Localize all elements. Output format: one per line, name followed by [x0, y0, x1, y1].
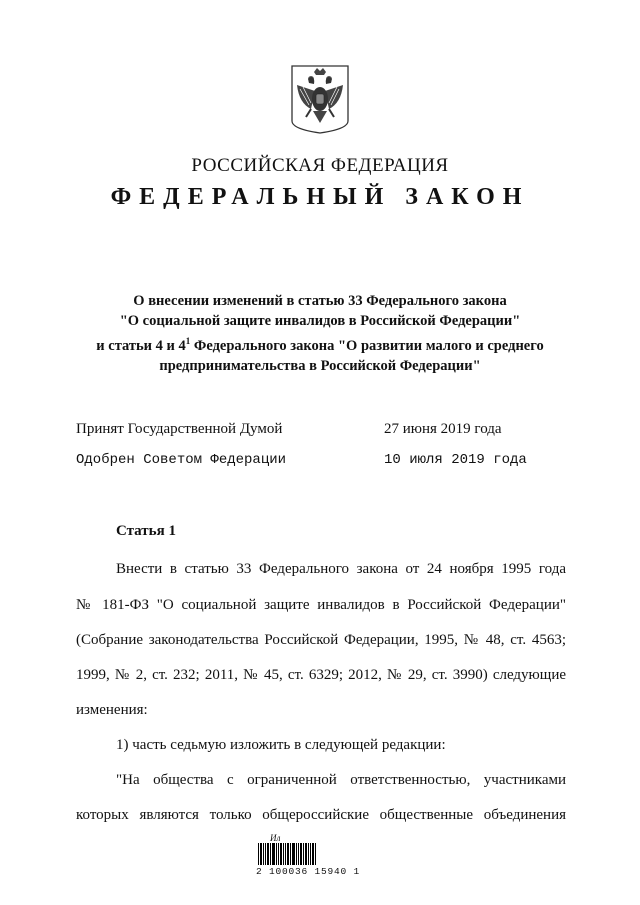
title-line-text: Федерального закона "О развитии малого и среднего: [190, 337, 544, 354]
duma-adoption-date: 27 июня 2019 года: [384, 421, 502, 437]
law-title: [0, 291, 640, 376]
council-approval-label: Одобрен Советом Федерации: [76, 452, 287, 468]
article-text-line: "На общества с ограниченной ответственностью, участниками: [116, 772, 566, 788]
superscript-index: 1: [185, 336, 191, 346]
country-name: РОССИЙСКАЯ ФЕДЕРАЦИЯ: [191, 155, 449, 176]
title-line: "О социальной защите инвалидов в Российской Федерации": [119, 313, 521, 329]
article-text-line: которых являются только общероссийские общественные объединения: [76, 807, 566, 823]
title-line: предпринимательства в Российской Федерации": [159, 357, 481, 374]
barcode-number: 2 100036 15940 1: [256, 866, 361, 877]
title-line: [0, 331, 640, 356]
handwritten-initials: Ил: [270, 833, 281, 843]
title-line-text: и статьи 4 и 4: [96, 337, 186, 354]
article-text-line: (Собрание законодательства Российской Федерации, 1995, № 48, ст. 4563;: [76, 632, 566, 648]
article-text-line: № 181-ФЗ "О социальной защите инвалидов в Российской Федерации": [76, 597, 566, 613]
law-type-heading: ФЕДЕРАЛЬНЫЙ ЗАКОН: [110, 184, 530, 210]
article-text-line: Внести в статью 33 Федерального закона от 24 ноября 1995 года: [116, 561, 566, 577]
article-text-line: изменения:: [76, 702, 148, 718]
article-heading: Статья 1: [116, 523, 176, 539]
council-approval-date: 10 июля 2019 года: [384, 452, 527, 468]
coat-of-arms-emblem: [289, 63, 351, 135]
title-line: О внесении изменений в статью 33 Федерального закона: [133, 293, 507, 309]
duma-adoption-label: Принят Государственной Думой: [76, 421, 283, 437]
article-text-line: 1999, № 2, ст. 232; 2011, № 45, ст. 6329; 2012, № 29, ст. 3990) следующие: [76, 667, 566, 683]
barcode-icon: [258, 843, 316, 865]
article-text-line: 1) часть седьмую изложить в следующей редакции:: [116, 737, 446, 753]
